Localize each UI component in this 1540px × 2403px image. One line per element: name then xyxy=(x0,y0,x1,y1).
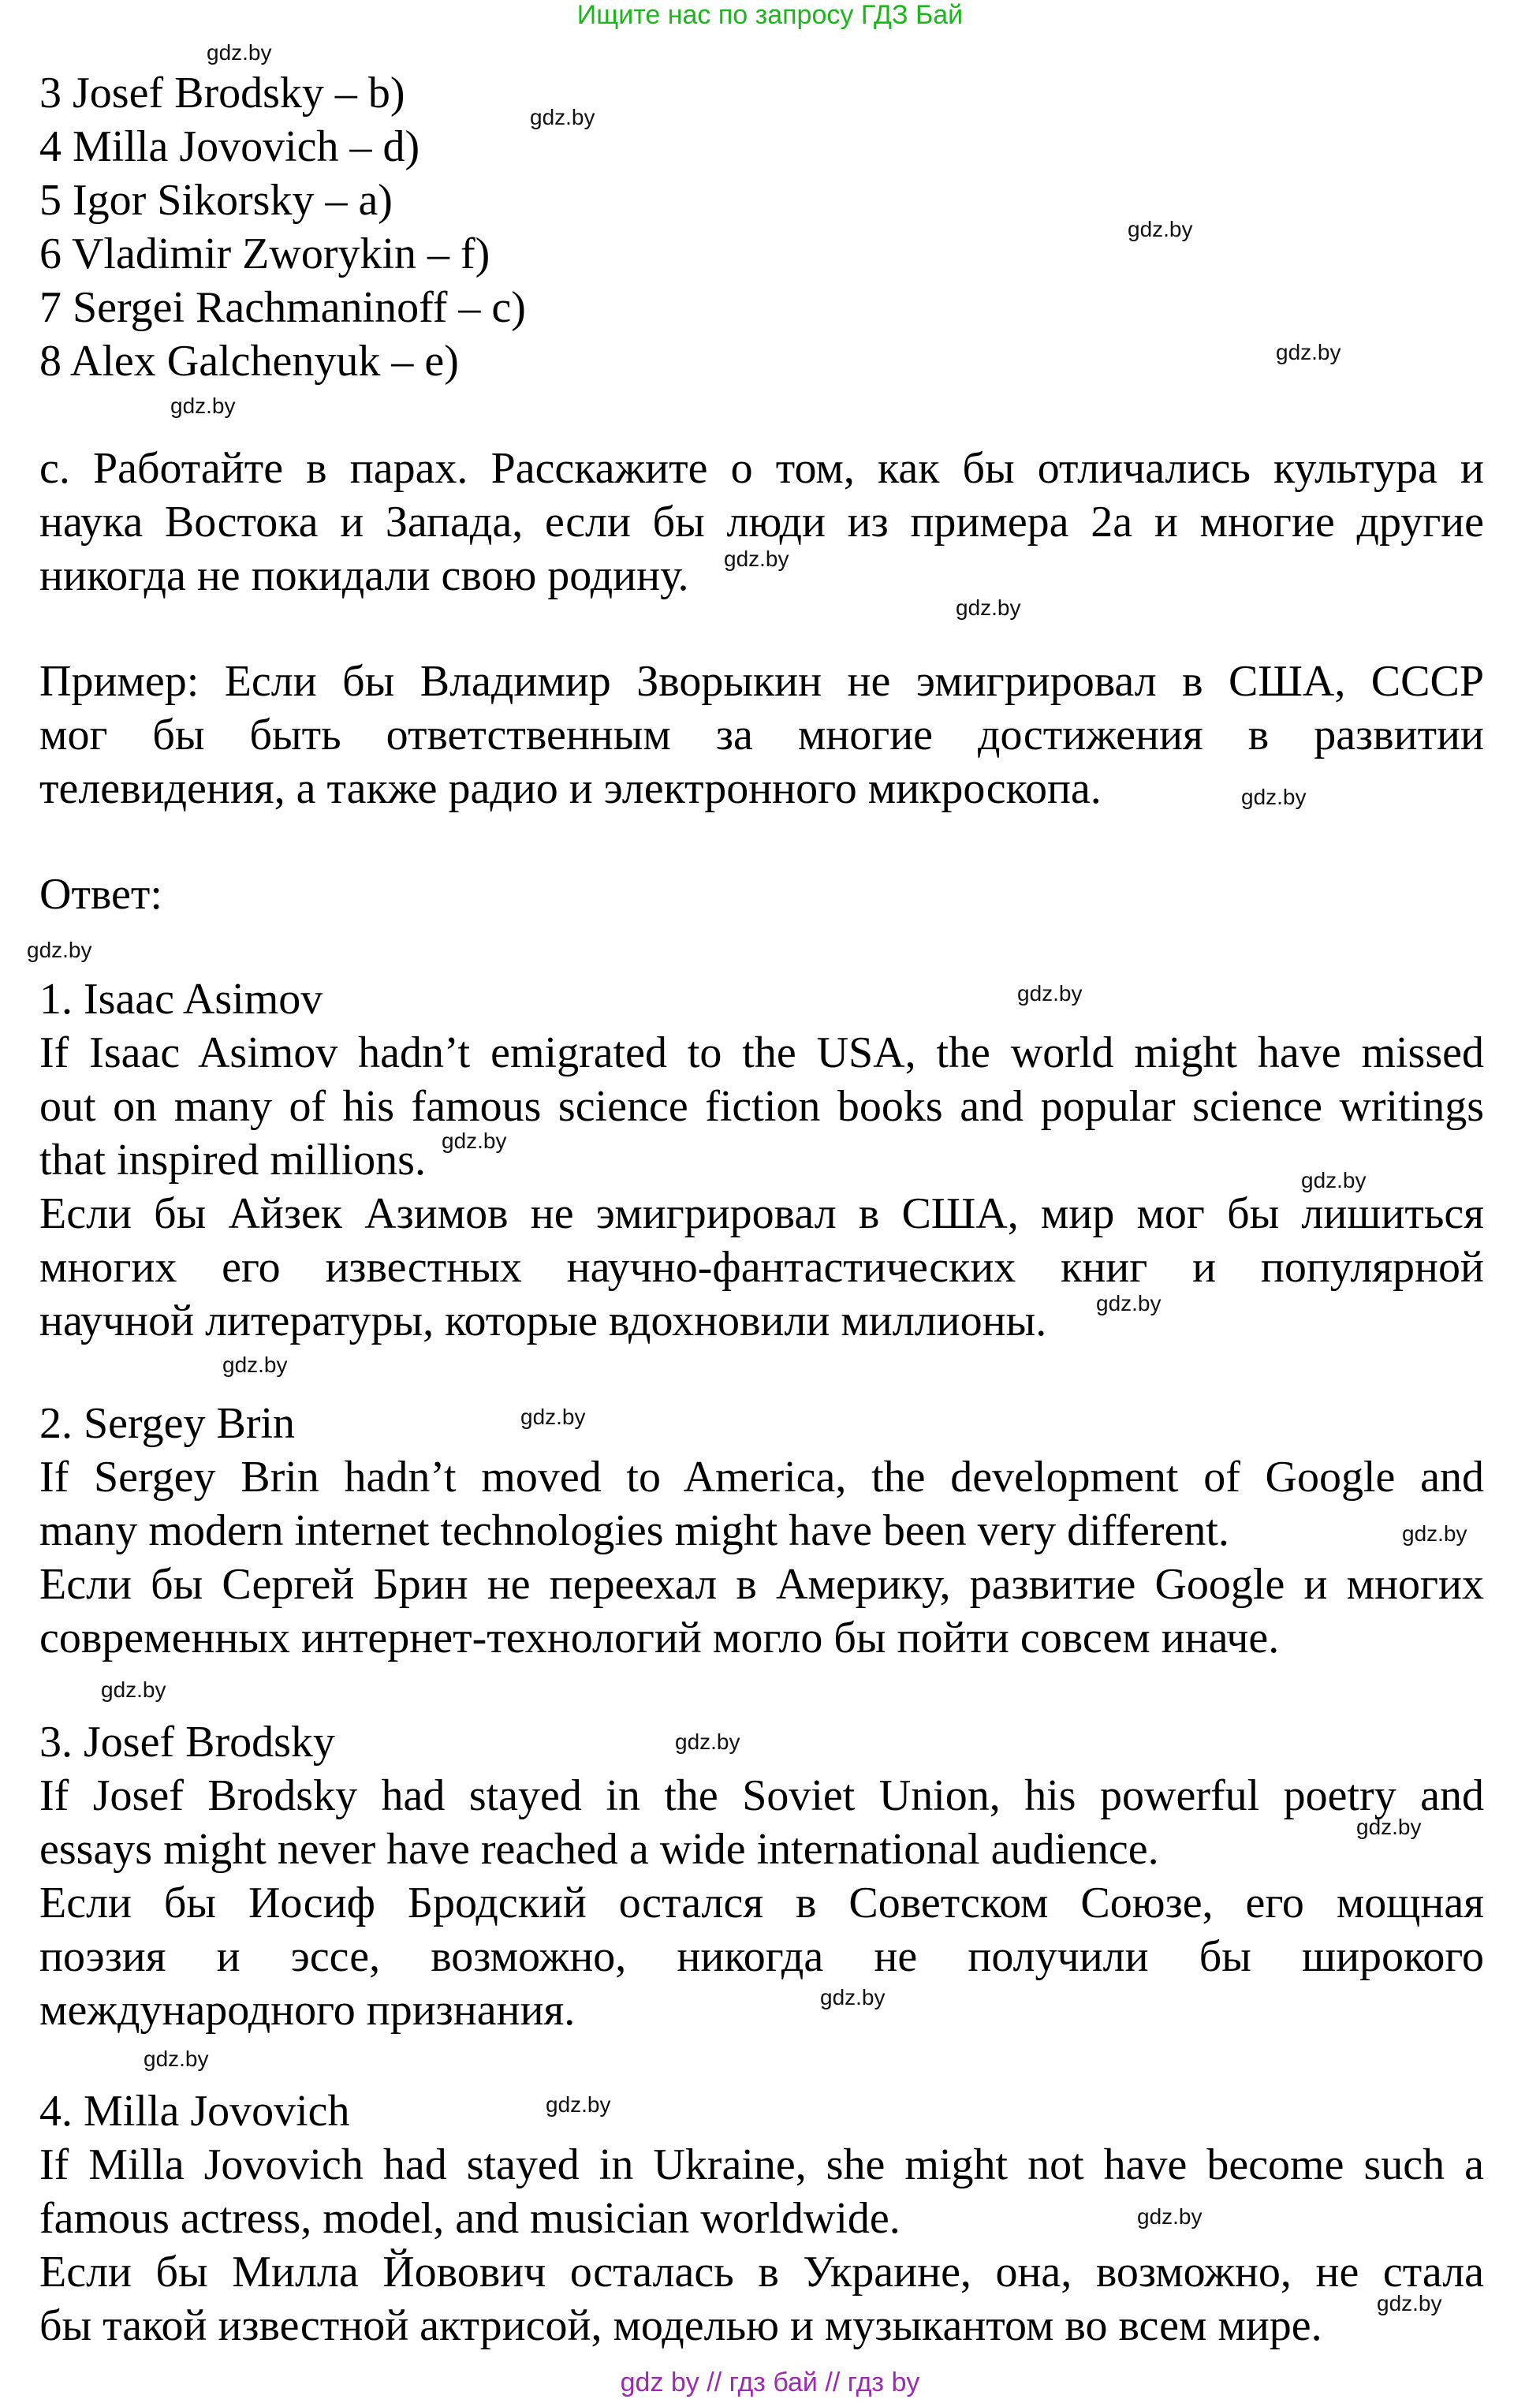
watermark: gdz.by xyxy=(1128,217,1193,241)
task-line: наука Востока и Запада, если бы люди из примера 2a и многие другие xyxy=(39,498,1484,547)
english-line: many modern internet technologies might have been very different. xyxy=(39,1506,1229,1555)
english-line: famous actress, model, and musician worldwide. xyxy=(39,2194,901,2243)
watermark: gdz.by xyxy=(675,1729,740,1754)
russian-line: Если бы Сергей Брин не переехал в Америку, развитие Google и многих xyxy=(39,1560,1484,1609)
matching-item: 6 Vladimir Zworykin – f) xyxy=(39,229,490,278)
matching-item: 4 Milla Jovovich – d) xyxy=(39,122,420,171)
watermark: gdz.by xyxy=(1402,1521,1467,1546)
russian-line: бы такой известной актрисой, моделью и музыкантом во всем мире. xyxy=(39,2301,1322,2350)
example-line: мог бы быть ответственным за многие достижения в развитии xyxy=(39,711,1484,759)
section-heading: 3. Josef Brodsky xyxy=(39,1718,335,1767)
watermark: gdz.by xyxy=(520,1405,586,1429)
russian-line: современных интернет-технологий могло бы пойти совсем иначе. xyxy=(39,1614,1280,1662)
english-line: that inspired millions. xyxy=(39,1136,426,1185)
task-paragraph xyxy=(39,442,1484,603)
watermark: gdz.by xyxy=(1301,1168,1367,1192)
task-line: никогда не покидали свою родину. xyxy=(39,551,689,600)
section-heading: 2. Sergey Brin xyxy=(39,1399,296,1448)
watermark: gdz.by xyxy=(724,547,789,571)
english-line: If Isaac Asimov hadn’t emigrated to the USA, the world might have missed xyxy=(39,1028,1484,1077)
answer-label xyxy=(39,868,1484,921)
matching-item: 5 Igor Sikorsky – a) xyxy=(39,176,393,225)
matching-item: 7 Sergei Rachmaninoff – c) xyxy=(39,283,526,332)
english-line: essays might never have reached a wide international audience. xyxy=(39,1825,1159,1874)
watermark: gdz.by xyxy=(1276,340,1341,364)
russian-line: Если бы Айзек Азимов не эмигрировал в США, мир мог бы лишиться xyxy=(39,1189,1484,1238)
watermark: gdz.by xyxy=(27,938,92,962)
english-line: If Milla Jovovich had stayed in Ukraine, she might not have become such a xyxy=(39,2140,1484,2189)
russian-line: Если бы Иосиф Бродский остался в Советском Союзе, его мощная xyxy=(39,1879,1484,1927)
answer-section-1 xyxy=(39,972,1484,1348)
watermark: gdz.by xyxy=(1096,1291,1162,1315)
matching-item: 8 Alex Galchenyuk – e) xyxy=(39,337,459,386)
watermark: gdz.by xyxy=(144,2047,209,2071)
answer-section-4 xyxy=(39,2084,1484,2353)
example-line: телевидения, а также радио и электронного микроскопа. xyxy=(39,764,1102,813)
watermark: gdz.by xyxy=(820,1985,886,2009)
answer-label-text: Ответ: xyxy=(39,870,162,919)
russian-line: многих его известных научно-фантастических книг и популярной xyxy=(39,1243,1484,1292)
section-heading: 4. Milla Jovovich xyxy=(39,2087,350,2136)
watermark: gdz.by xyxy=(546,2092,611,2117)
task-line: c. Работайте в парах. Расскажите о том, как бы отличались культура и xyxy=(39,444,1484,493)
watermark: gdz.by xyxy=(530,105,595,129)
matching-item: 3 Josef Brodsky – b) xyxy=(39,69,405,118)
watermark: gdz.by xyxy=(1377,2291,1442,2315)
watermark: gdz.by xyxy=(442,1129,507,1153)
watermark: gdz.by xyxy=(222,1353,288,1377)
footer-links[interactable]: gdz by // гдз бай // гдз by xyxy=(620,2368,920,2397)
watermark: gdz.by xyxy=(207,40,272,65)
english-line: If Josef Brodsky had stayed in the Soviet Union, his powerful poetry and xyxy=(39,1771,1484,1820)
russian-line: научной литературы, которые вдохновили миллионы. xyxy=(39,1297,1047,1345)
watermark: gdz.by xyxy=(1017,981,1083,1006)
matching-list xyxy=(39,66,1484,388)
english-line: out on many of his famous science fiction books and popular science writings xyxy=(39,1082,1484,1131)
russian-line: международного признания. xyxy=(39,1986,576,2035)
english-line: If Sergey Brin hadn’t moved to America, the development of Google and xyxy=(39,1453,1484,1502)
watermark: gdz.by xyxy=(1241,785,1307,809)
watermark: gdz.by xyxy=(1137,2204,1203,2229)
top-banner[interactable]: Ищите нас по запросу ГДЗ Бай xyxy=(576,0,964,30)
watermark: gdz.by xyxy=(101,1677,166,1702)
section-heading: 1. Isaac Asimov xyxy=(39,975,323,1024)
russian-line: поэзия и эссе, возможно, никогда не получили бы широкого xyxy=(39,1932,1484,1981)
answer-section-2 xyxy=(39,1397,1484,1665)
answer-section-3 xyxy=(39,1715,1484,2037)
watermark: gdz.by xyxy=(170,394,236,418)
example-line: Пример: Если бы Владимир Зворыкин не эмигрировал в США, СССР xyxy=(39,657,1484,706)
watermark: gdz.by xyxy=(956,595,1021,620)
russian-line: Если бы Милла Йовович осталась в Украине, она, возможно, не стала xyxy=(39,2248,1484,2297)
watermark: gdz.by xyxy=(1356,1815,1422,1839)
